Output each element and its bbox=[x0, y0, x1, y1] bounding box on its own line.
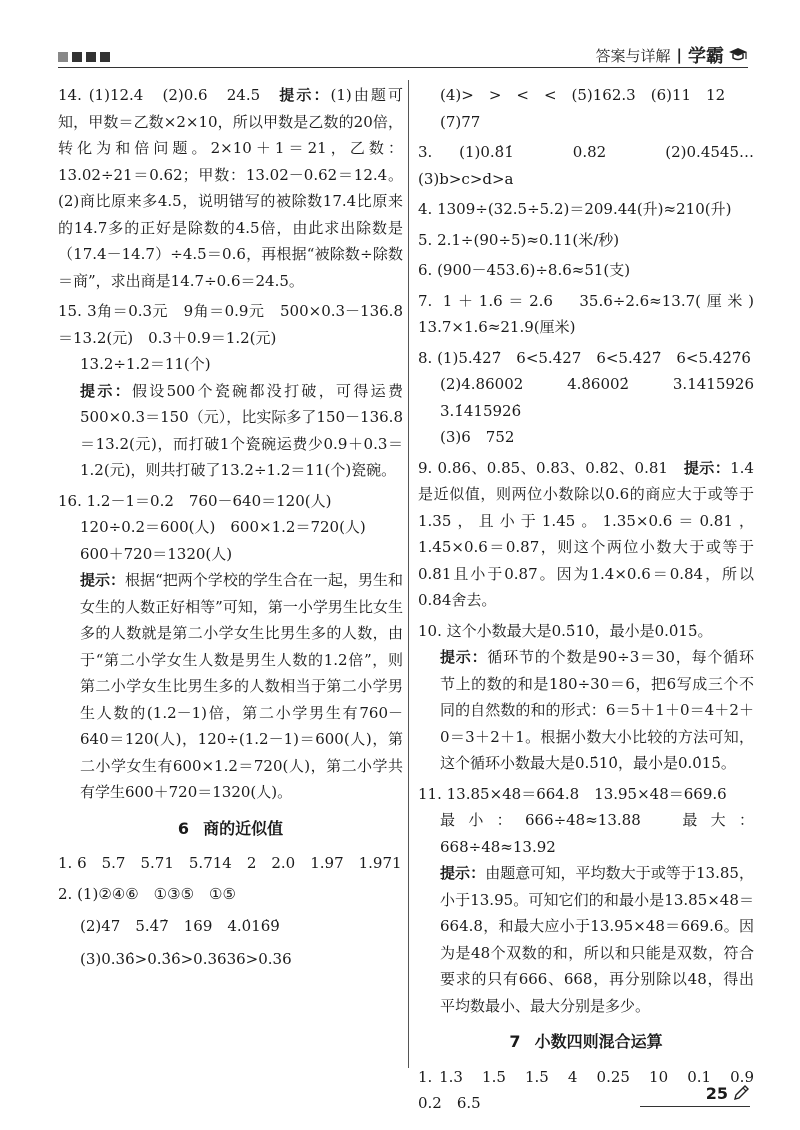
section-6-heading: 6 商的近似值 bbox=[177, 818, 284, 838]
s6-answer-1: 1. 6 5.7 5.71 5.714 2 2.0 1.97 1.971 bbox=[58, 854, 402, 872]
s6-answer-8: 8. (1)5.4̇27̇ 6<5.4̇27 6<5.42̇7̇ 6<5.42̇7̇6̇ (2)4.86002 4.8̇6002̇ 3.1415926 3.1̇415926̇ (3)6 752 bbox=[418, 348, 770, 446]
header-label: 答案与详解 bbox=[595, 46, 671, 65]
s6-answer-3: 3. (1)0.8̇1̇ 0.82 (2)0.4545… (3)b>c>d>a bbox=[418, 143, 770, 188]
footer-rule bbox=[640, 1106, 750, 1107]
s6-answer-5: 5. 2.1÷(90÷5)≈0.11(米/秒) bbox=[418, 230, 620, 249]
s6-answer-7: 7. 1＋1.6＝2.6 35.6÷2.6≈13.7(厘米) 13.7×1.6≈21.9(厘米) bbox=[418, 291, 770, 336]
header-brand: 学霸 bbox=[688, 46, 724, 67]
column-divider bbox=[408, 80, 409, 1068]
answer-15: 15. 3角＝0.3元 9角＝0.9元 500×0.3－136.8＝13.2(元) 0.3＋0.9＝1.2(元) 13.2÷1.2＝11(个) 提示：假设500个瓷碗都没打破，可得运费500×0.3＝150（元），比实际多了150－136.8＝13.2(元)，而打破1个瓷碗运费少0.9＋0.3＝1.2(元)，则共打破了13.2÷1.2＝11(个)瓷碗。 bbox=[58, 302, 403, 479]
section-7-heading: 7 小数四则混合运算 bbox=[509, 1032, 663, 1051]
s6-answer-6: 6. (900－453.6)÷8.6≈51(支) bbox=[418, 261, 631, 279]
page-header bbox=[0, 0, 800, 70]
answer-16: 16. 1.2－1＝0.2 760－640＝120(人) 120÷0.2＝600(人) 600×1.2＝720(人) 600＋720＝1320(人) 提示：根据“把两个学校的学生合在一起，男生和女生的人数正好相等”可知，第一小学男生比女生多的人数就是第二小学女生比男生多的人数，由于“第二小学女生人数是男生人数的1.2倍”，则第二小学女生比男生多的人数相当于第二小学男生人数的(1.2－1)倍，第二小学男生有760－640＝120(人)，120÷(1.2－1)＝600(人)，第二小学女生有600×1.2＝720(人)，第二小学共有学生600＋720＝1320(人)。 bbox=[58, 491, 403, 801]
s6-answer-9: 9. 0.86、0.85、0.83、0.82、0.81 提示：1.4是近似值，则两位小数除以0.6的商应大于或等于1.35，且小于1.45。1.35×0.6＝0.81，1.45×0.6＝0.87，则这个两位小数大于或等于0.81且小于0.87。因为1.4×0.6＝0.84，所以0.84舍去。 bbox=[418, 458, 754, 609]
answer-14: 14. (1)12.4 (2)0.6 24.5 提示：(1)由题可知，甲数＝乙数×2×10，所以甲数是乙数的20倍，转化为和倍问题。2×10＋1＝21，乙数：13.02÷21＝0.62；甲数：13.02－0.62＝12.4。(2)商比原来多4.5，说明错写的被除数17.4比原来的14.7多的正好是除数的4.5倍，由此求出除数是（17.4－14.7）÷4.5＝0.6，再根据“被除数÷除数＝商”，求出商是14.7÷0.6＝24.5。 bbox=[58, 86, 403, 290]
page-number: 25 bbox=[705, 1084, 728, 1103]
graduation-cap-icon bbox=[728, 46, 748, 64]
s6-answer-11: 11. 13.85×48＝664.8 13.95×48＝669.6 最小：666÷48≈13.88 最大：668÷48≈13.92 提示：由题意可知，平均数大于或等于13.85，小于13.95。可知它们的和最小是13.85×48＝664.8，和最大应小于13.95×48＝669.6。因为是48个双数的和，所以和只能是双数，符合要求的只有666、668，再分别除以48，得出平均数最小、最大分别是多少。 bbox=[418, 784, 754, 1015]
header-rule bbox=[58, 67, 748, 68]
left-column bbox=[58, 82, 403, 976]
s7-answer-1: 1. 1.3 1.5 1.5 4 0.25 10 0.1 0.9 0.2 6.5 bbox=[418, 1067, 770, 1112]
right-column bbox=[418, 82, 770, 1121]
page-footer bbox=[0, 1068, 800, 1130]
header-title: 答案与详解 | 学霸 bbox=[596, 42, 749, 68]
s6-answer-10: 10. 这个小数最大是0.5̇10̇，最小是0.0̇15̇。 提示：循环节的个数是90÷3＝30，每个循环节上的数的和是180÷30＝6，把6写成三个不同的自然数的和的形式：6＝5＋1＋0＝4＋2＋0＝3＋2＋1。根据小数大小比较的方法可知，这个循环小数最大是0.5̇10̇，最小是0.0̇15̇。 bbox=[418, 621, 754, 772]
header-squares-decoration bbox=[58, 52, 110, 62]
s6-answer-2-continued: (4)> > < < (5)162.3 (6)11 12 (7)77 bbox=[440, 86, 726, 131]
pencil-icon bbox=[732, 1084, 750, 1102]
s6-answer-2: 2. (1)②④⑥ ①③⑤ ①⑤ (2)47 5.4̇7̇ 169 4.0̇16̇9̇ (3)0.36̇>0.3̇6̇>0.3636>0.36 bbox=[58, 884, 292, 968]
s6-answer-4: 4. 1309÷(32.5÷5.2)＝209.44(升)≈210(升) bbox=[418, 200, 732, 218]
